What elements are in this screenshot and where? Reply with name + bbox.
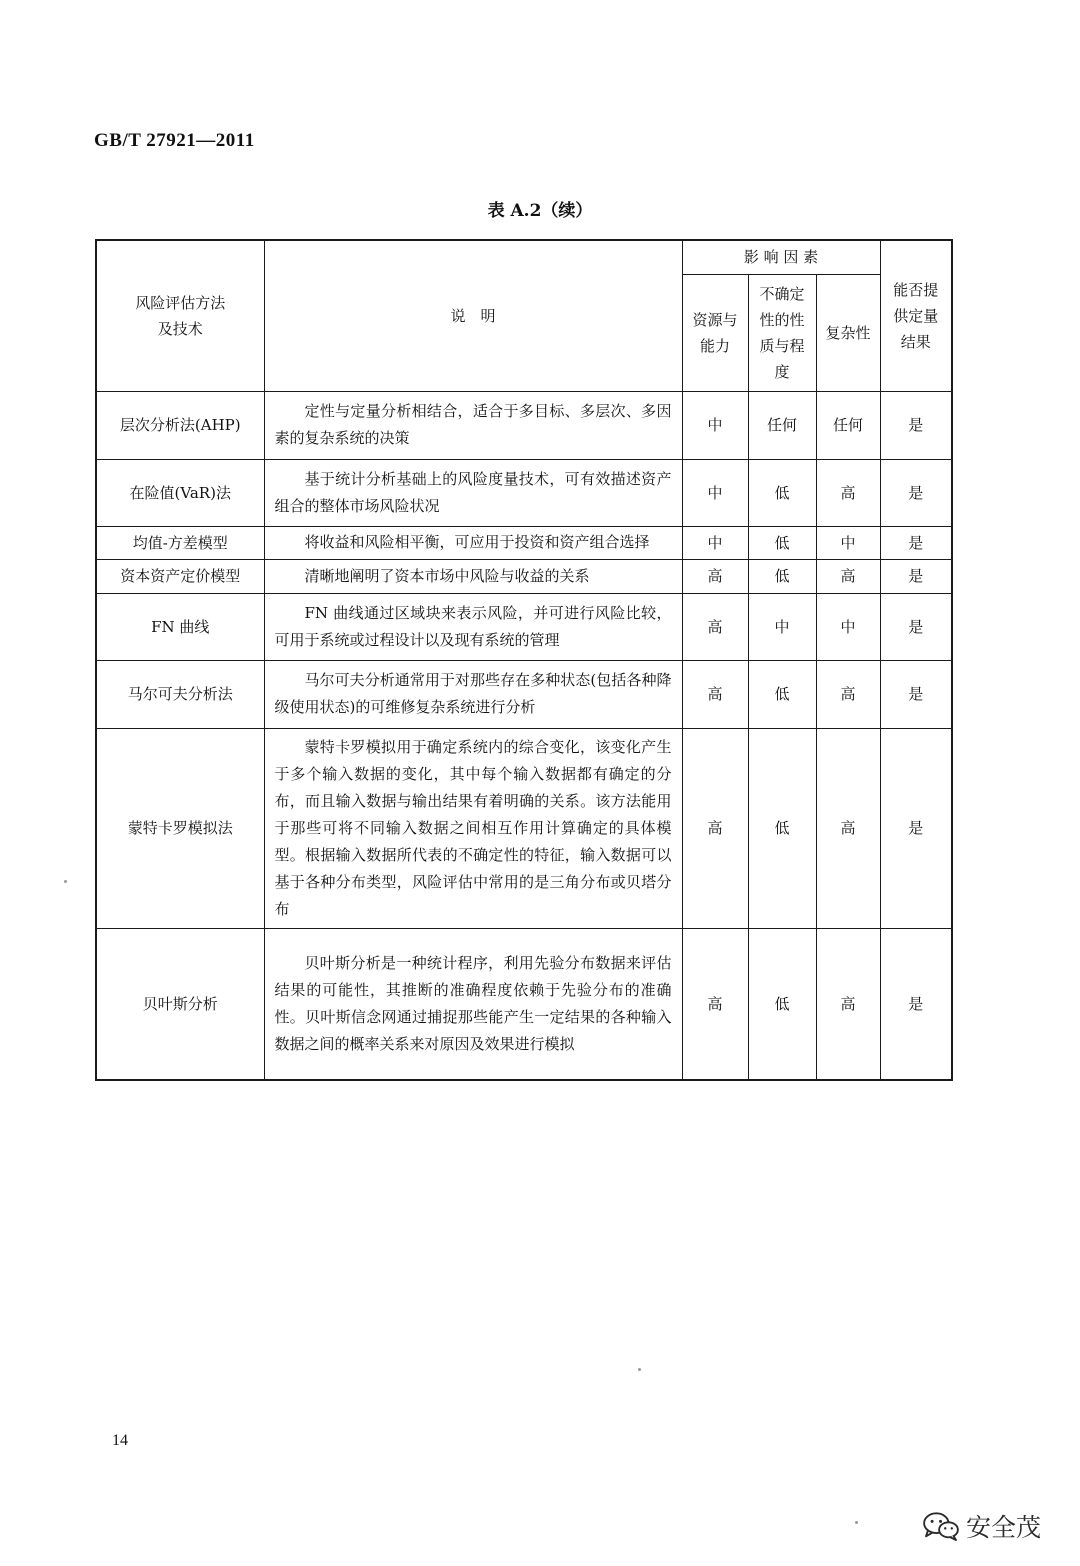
table-row bbox=[96, 559, 952, 593]
table-row bbox=[96, 928, 952, 1080]
method-cell: 在险值(VaR)法 bbox=[96, 459, 264, 526]
resources-cell: 高 bbox=[682, 559, 748, 593]
complexity-cell: 高 bbox=[816, 559, 880, 593]
description-cell: 马尔可夫分析通常用于对那些存在多种状态(包括各种降级使用状态)的可维修复杂系统进行分析 bbox=[264, 660, 682, 728]
uncertainty-cell: 中 bbox=[748, 593, 816, 660]
method-cell: FN 曲线 bbox=[96, 593, 264, 660]
resources-cell: 高 bbox=[682, 593, 748, 660]
uncertainty-cell: 低 bbox=[748, 660, 816, 728]
uncertainty-cell: 低 bbox=[748, 728, 816, 928]
description-cell: 基于统计分析基础上的风险度量技术，可有效描述资产组合的整体市场风险状况 bbox=[264, 459, 682, 526]
description-cell: FN 曲线通过区域块来表示风险，并可进行风险比较，可用于系统或过程设计以及现有系统的管理 bbox=[264, 593, 682, 660]
risk-method-table bbox=[95, 239, 953, 1081]
description-cell: 清晰地阐明了资本市场中风险与收益的关系 bbox=[264, 559, 682, 593]
wechat-logo-icon bbox=[922, 1511, 960, 1541]
table-row bbox=[96, 660, 952, 728]
scan-speck bbox=[638, 1368, 641, 1371]
complexity-cell: 高 bbox=[816, 459, 880, 526]
watermark bbox=[922, 1508, 1041, 1544]
resources-cell: 中 bbox=[682, 526, 748, 559]
header-quantitative: 能否提供定量结果 bbox=[880, 240, 952, 391]
uncertainty-cell: 低 bbox=[748, 526, 816, 559]
description-cell: 贝叶斯分析是一种统计程序，利用先验分布数据来评估结果的可能性，其推断的准确程度依赖于先验分布的准确性。贝叶斯信念网通过捕捉那些能产生一定结果的各种输入数据之间的概率关系来对原因及效果进行模拟 bbox=[264, 928, 682, 1080]
method-cell: 贝叶斯分析 bbox=[96, 928, 264, 1080]
uncertainty-cell: 任何 bbox=[748, 391, 816, 459]
header-influence-factors: 影 响 因 素 bbox=[682, 240, 880, 274]
scan-speck bbox=[855, 1521, 858, 1524]
description-cell: 蒙特卡罗模拟用于确定系统内的综合变化，该变化产生于多个输入数据的变化，其中每个输入数据都有确定的分布，而且输入数据与输出结果有着明确的关系。该方法能用于那些可将不同输入数据之间相互作用计算确定的具体模型。根据输入数据所代表的不确定性的特征，输入数据可以基于各种分布类型，风险评估中常用的是三角分布或贝塔分布 bbox=[264, 728, 682, 928]
table-row bbox=[96, 391, 952, 459]
method-cell: 马尔可夫分析法 bbox=[96, 660, 264, 728]
watermark-text: 安全茂 bbox=[966, 1513, 1042, 1542]
table-title: 表 A.2（续） bbox=[487, 201, 593, 221]
table-row bbox=[96, 728, 952, 928]
complexity-cell: 高 bbox=[816, 728, 880, 928]
page-number: 14 bbox=[112, 1432, 128, 1449]
resources-cell: 中 bbox=[682, 459, 748, 526]
complexity-cell: 高 bbox=[816, 660, 880, 728]
table-row bbox=[96, 593, 952, 660]
header-description: 说 明 bbox=[264, 240, 682, 391]
header-uncertainty: 不确定性的性质与程度 bbox=[748, 274, 816, 391]
uncertainty-cell: 低 bbox=[748, 459, 816, 526]
quantitative-cell: 是 bbox=[880, 728, 952, 928]
quantitative-cell: 是 bbox=[880, 928, 952, 1080]
description-cell: 定性与定量分析相结合，适合于多目标、多层次、多因素的复杂系统的决策 bbox=[264, 391, 682, 459]
complexity-cell: 中 bbox=[816, 526, 880, 559]
resources-cell: 高 bbox=[682, 728, 748, 928]
complexity-cell: 中 bbox=[816, 593, 880, 660]
uncertainty-cell: 低 bbox=[748, 928, 816, 1080]
resources-cell: 高 bbox=[682, 928, 748, 1080]
complexity-cell: 任何 bbox=[816, 391, 880, 459]
quantitative-cell: 是 bbox=[880, 660, 952, 728]
header-complexity: 复杂性 bbox=[816, 274, 880, 391]
quantitative-cell: 是 bbox=[880, 459, 952, 526]
header-row-1 bbox=[96, 240, 952, 274]
table-row bbox=[96, 459, 952, 526]
resources-cell: 中 bbox=[682, 391, 748, 459]
method-cell: 层次分析法(AHP) bbox=[96, 391, 264, 459]
method-cell: 均值-方差模型 bbox=[96, 526, 264, 559]
method-cell: 资本资产定价模型 bbox=[96, 559, 264, 593]
complexity-cell: 高 bbox=[816, 928, 880, 1080]
uncertainty-cell: 低 bbox=[748, 559, 816, 593]
standard-code: GB/T 27921—2011 bbox=[94, 130, 255, 151]
method-cell: 蒙特卡罗模拟法 bbox=[96, 728, 264, 928]
quantitative-cell: 是 bbox=[880, 593, 952, 660]
table-row bbox=[96, 526, 952, 559]
quantitative-cell: 是 bbox=[880, 391, 952, 459]
quantitative-cell: 是 bbox=[880, 526, 952, 559]
header-resources: 资源与能力 bbox=[682, 274, 748, 391]
header-method: 风险评估方法及技术 bbox=[96, 240, 264, 391]
resources-cell: 高 bbox=[682, 660, 748, 728]
description-cell: 将收益和风险相平衡，可应用于投资和资产组合选择 bbox=[264, 526, 682, 559]
quantitative-cell: 是 bbox=[880, 559, 952, 593]
scan-speck bbox=[64, 880, 67, 883]
